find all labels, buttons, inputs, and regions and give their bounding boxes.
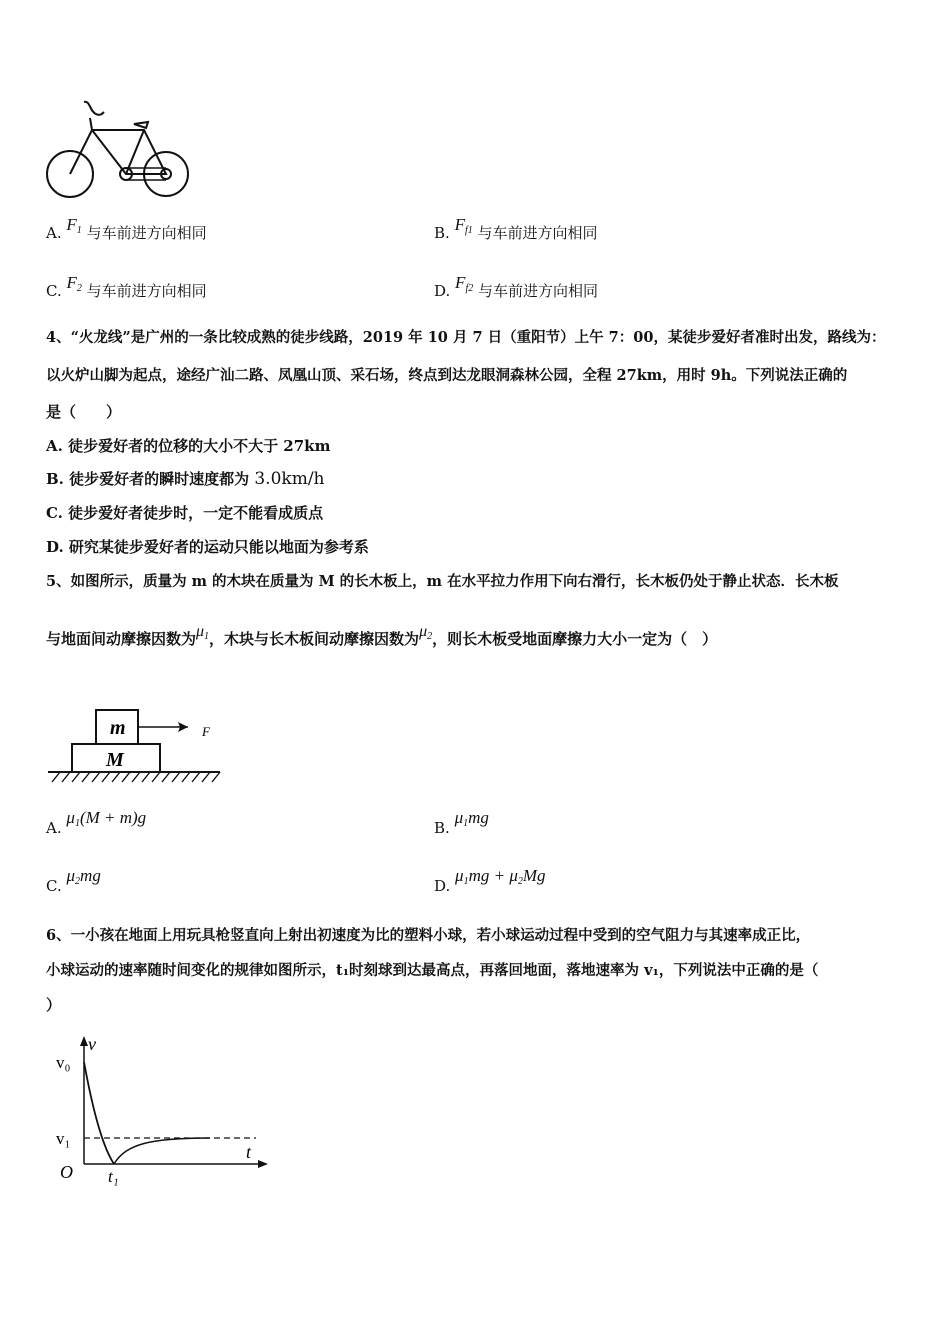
velocity-time-graph [50,1026,280,1186]
stem-text: ，木块与长木板间动摩擦因数为 [209,630,420,648]
force-symbol: $F_{f2}$ [455,273,474,294]
q4-stem-line3: 是（ ） [46,403,122,421]
option-text: 与车前进方向相同 [477,224,598,242]
q5-option-a [46,808,147,839]
origin-label: O [60,1162,73,1182]
label-F: F [202,724,210,739]
q3-option-d [434,273,599,302]
bicycle-figure [44,98,194,200]
option-letter: A. [46,819,62,837]
mu2-symbol: $\mu_2$ [419,623,433,642]
option-text: 与车前进方向相同 [478,282,599,300]
label-M: M [106,749,124,771]
option-letter: D. [434,282,451,300]
force-symbol: $F_1$ [66,215,82,236]
q4-option-a: A. 徒步爱好者的位移的大小不大于 27km [46,437,331,455]
block-figure [48,708,228,788]
q5-stem-line2 [46,623,718,650]
option-letter: D. [434,877,451,895]
force-symbol: $F_2$ [66,273,82,294]
mu1-symbol: $\mu_1$ [196,623,210,642]
option-letter: A. [46,224,62,242]
option-letter: C. [46,282,62,300]
x-axis-label: t [246,1142,252,1162]
q6-stem-line1: 6、一小孩在地面上用玩具枪竖直向上射出初速度为比的塑料小球，若小球运动过程中受到的空气阻力与其速率成正比， [46,927,811,944]
v1-label: v₁ [56,1129,71,1148]
option-expr: $\mu_1mg$ [454,808,489,829]
option-expr: $\mu_1mg + \mu_2Mg$ [455,866,546,887]
t1-label: t₁ [108,1167,119,1186]
y-axis-label: v [88,1034,96,1054]
stem-text: ，则长木板受地面摩擦力大小一定为（ ） [432,630,718,648]
q5-stem-line1: 5、如图所示，质量为 m 的木块在质量为 M 的长木板上，m 在水平拉力作用下向右滑行，长木板仍处于静止状态．长木板 [46,573,839,590]
q4-stem-line1: 4、“火龙线”是广州的一条比较成熟的徒步线路，2019 年 10 月 7 日（重阳节）上午 7：00，某徒步爱好者准时出发，路线为： [46,329,886,346]
option-expr: $\mu_1(M + m)g$ [66,808,147,829]
option-text: 与车前进方向相同 [86,224,207,242]
q4-stem-line2: 以火炉山脚为起点，途经广汕二路、凤凰山顶、采石场，终点到达龙眼洞森林公园，全程 27km，用时 9h。下列说法正确的 [46,367,848,384]
q4-option-b [46,468,325,489]
q5-option-b [434,808,489,839]
stem-text: 与地面间动摩擦因数为 [46,630,197,648]
q3-option-a [46,215,207,244]
option-expr: $\mu_2mg$ [66,866,101,887]
speed-value: 3.0km/h [254,469,325,489]
option-letter: C. [46,877,62,895]
option-text: B. 徒步爱好者的瞬时速度都为 [46,470,250,488]
v0-label: v₀ [56,1053,71,1072]
q4-option-d: D. 研究某徒步爱好者的运动只能以地面为参考系 [46,538,369,556]
q3-option-c [46,273,207,302]
option-letter: B. [434,224,450,242]
label-m: m [110,717,126,739]
q5-option-c [46,866,101,897]
option-letter: B. [434,819,450,837]
q6-stem-line3: ） [46,996,62,1014]
force-symbol: $F_{f1}$ [454,215,473,236]
q5-option-d [434,866,546,897]
q3-option-b [434,215,598,244]
q4-option-c: C. 徒步爱好者徒步时，一定不能看成质点 [46,504,324,522]
option-text: 与车前进方向相同 [86,282,207,300]
q6-stem-line2: 小球运动的速率随时间变化的规律如图所示，t₁时刻球到达最高点，再落回地面，落地速率为 v₁，下列说法中正确的是（ [46,962,819,979]
